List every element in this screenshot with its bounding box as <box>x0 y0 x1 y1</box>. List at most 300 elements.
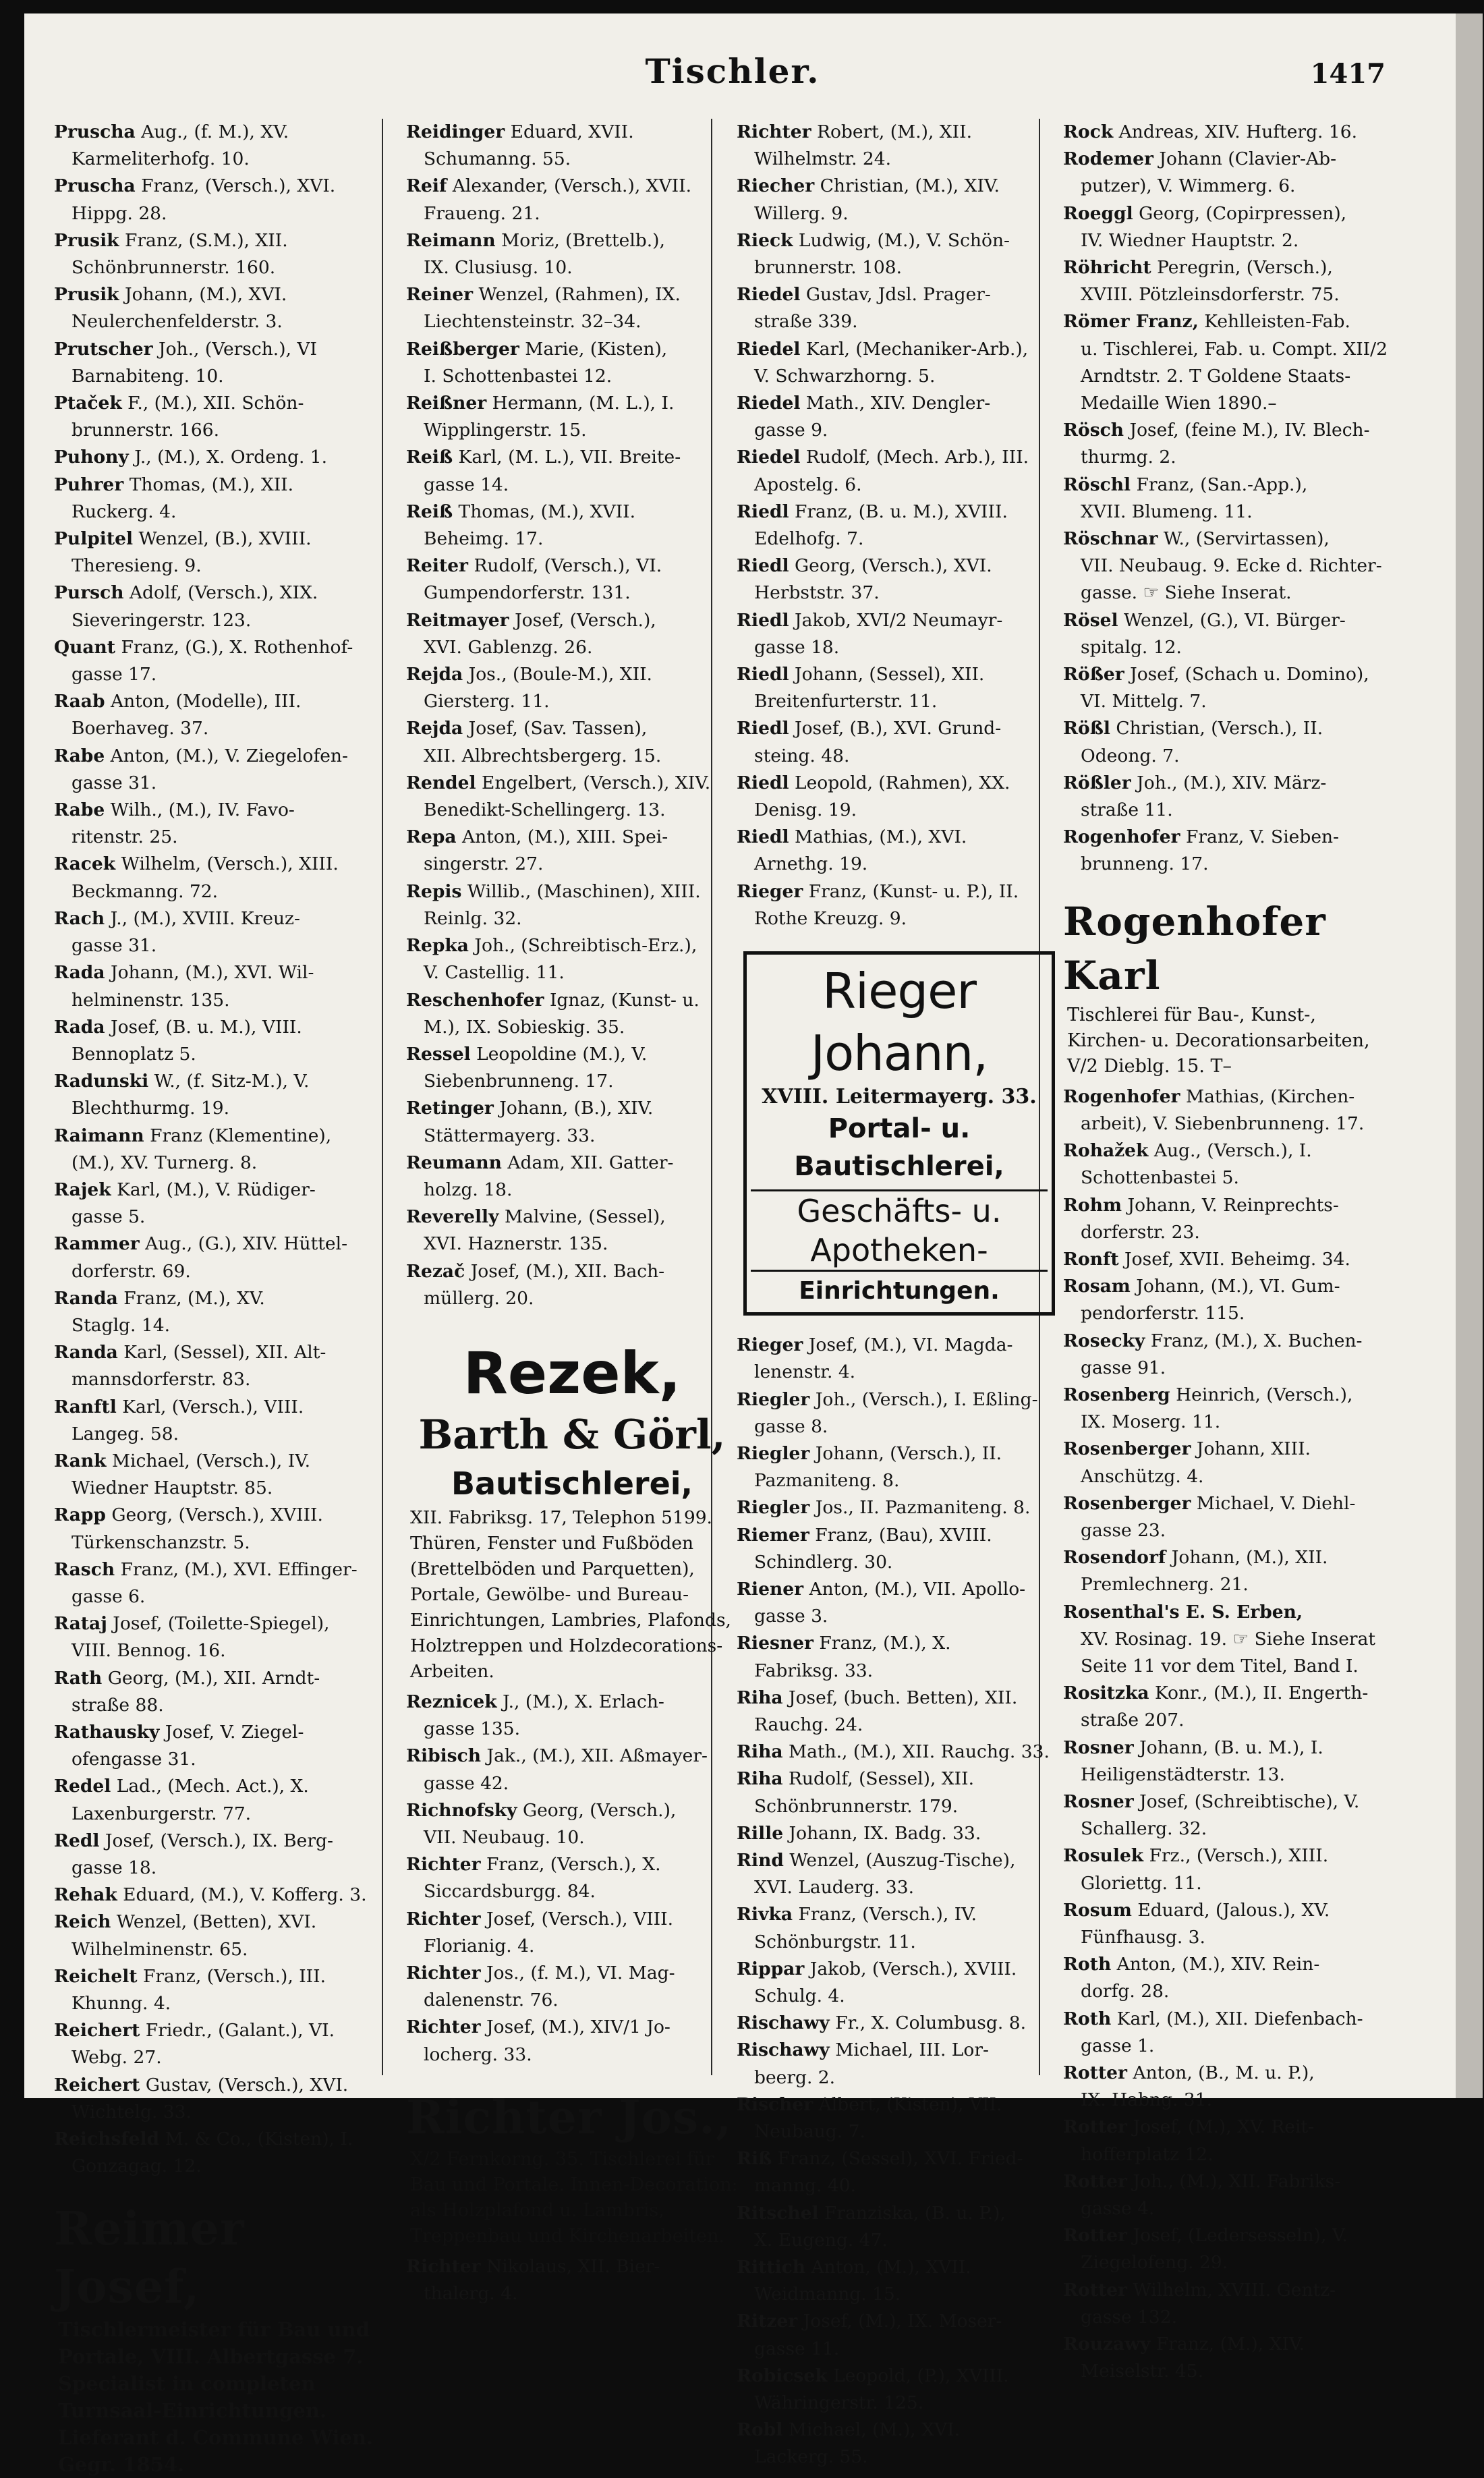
directory-entry <box>1063 1735 1395 1789</box>
directory-entry <box>54 1123 386 1177</box>
entry-name: Quant <box>54 636 116 658</box>
directory-entry <box>1063 1436 1395 1490</box>
entry-name: Rejda <box>406 664 463 685</box>
entry-details: Leopold, (Rahmen), XX. <box>794 772 1010 793</box>
directory-entry <box>54 2017 386 2071</box>
entry-address: Anschützg. 4. <box>1081 1465 1204 1487</box>
directory-entry <box>737 2037 1068 2091</box>
directory-entry <box>737 444 1068 498</box>
entry-name: Rösch <box>1063 420 1124 441</box>
entry-details: Marie, (Kisten), <box>525 338 668 360</box>
ad-subtitle: Barth & Görl, <box>418 1411 726 1459</box>
entry-details: Josef, (M.), VI. Magda- <box>808 1334 1013 1356</box>
directory-entry <box>1063 2222 1395 2276</box>
entry-address: Schindlerg. 30. <box>754 1551 893 1573</box>
entry-details: Josef, (buch. Betten), XII. <box>788 1687 1018 1708</box>
entry-details: Johann, XIII. <box>1196 1438 1311 1460</box>
entry-details: Josef, (M.), XII. Bach- <box>470 1260 665 1282</box>
ad-trade: Bautischlerei, <box>451 1465 693 1502</box>
entry-details: Aug., (Versch.), I. <box>1153 1140 1312 1162</box>
directory-entry <box>406 661 738 715</box>
entry-address: IV. Wiedner Hauptstr. 2. <box>1081 229 1299 251</box>
entry-name: Rogenhofer <box>1063 1086 1180 1107</box>
entry-name: Riegler <box>737 1388 810 1410</box>
entry-address: Staglg. 14. <box>72 1314 170 1336</box>
entry-name: Reichsfeld <box>54 2129 160 2150</box>
directory-entry <box>54 472 386 526</box>
entry-address: gasse 17. <box>72 664 157 685</box>
entry-address: Reinlg. 32. <box>424 907 522 929</box>
ad-body: Tischlermeister für Bau und Portale, VIII. Albertgasse 7. Specialist in completen Turnsaal-Einrichtungen. Lieferant d. Commune Wien. Gegr. 1854. <box>58 2318 374 2477</box>
directory-entry <box>1063 1842 1395 1896</box>
entry-list <box>406 1689 738 2068</box>
entry-address: Ruckerg. 4. <box>72 501 177 522</box>
entry-address: manng. 40. <box>754 2175 857 2197</box>
entry-address: Premlechnerg. 21. <box>1081 1574 1249 1596</box>
directory-entry <box>737 1685 1068 1739</box>
directory-entry <box>406 390 738 444</box>
directory-entry <box>406 173 738 227</box>
entry-name: Ritzer <box>737 2311 798 2332</box>
ad-specialty: Geschäfts- u. Apotheken- <box>751 1189 1048 1272</box>
entry-details: Aug., (G.), XIV. Hüttel- <box>145 1233 348 1255</box>
entry-address: VIII. Bennog. 16. <box>72 1640 226 1662</box>
entry-details: Albert, (Kisten), VII. <box>818 2093 1002 2115</box>
entry-details: F., (M.), XII. Schön- <box>127 393 304 414</box>
entry-details: Aug., (f. M.), XV. <box>141 121 289 142</box>
page-title: Tischler. <box>645 51 820 91</box>
directory-entry <box>737 770 1068 824</box>
entry-address: gasse 4. <box>1081 2198 1155 2220</box>
directory-entry <box>1063 1680 1395 1734</box>
directory-entry <box>406 119 738 173</box>
directory-entry <box>54 905 386 959</box>
entry-name: Rock <box>1063 121 1114 142</box>
directory-entry <box>406 1851 738 1905</box>
entry-address: Wipplingerstr. 15. <box>424 420 587 441</box>
entry-address: arbeit), V. Siebenbrunneng. 17. <box>1081 1113 1365 1134</box>
directory-entry <box>54 173 386 227</box>
directory-entry <box>737 1522 1068 1576</box>
entry-name: Riedl <box>737 718 789 739</box>
entry-address: Rauchg. 24. <box>754 1714 863 1735</box>
entry-name: Reidinger <box>406 121 505 142</box>
entry-details: Anton, (Modelle), III. <box>110 691 302 712</box>
entry-details: Franz, (M.), X. Buchen- <box>1150 1330 1363 1351</box>
entry-name: Prusik <box>54 229 119 251</box>
entry-name: Reißner <box>406 393 487 414</box>
entry-name: Riecher <box>737 175 815 197</box>
entry-name: Reumann <box>406 1152 502 1173</box>
entry-address: mannsdorferstr. 83. <box>72 1369 251 1390</box>
entry-details: Frz., (Versch.), XIII. <box>1149 1845 1329 1867</box>
directory-entry <box>406 227 738 281</box>
entry-name: Ronft <box>1063 1248 1119 1270</box>
entry-name: Rathausky <box>54 1721 160 1743</box>
entry-details: Josef, (B. u. M.), VIII. <box>110 1016 302 1038</box>
directory-entry <box>406 1041 738 1095</box>
entry-name: Riesner <box>737 1633 814 1654</box>
directory-entry <box>737 2145 1068 2199</box>
directory-entry <box>1063 1192 1395 1246</box>
entry-address: thurmg. 2. <box>1081 447 1176 468</box>
entry-address: dorfg. 28. <box>1081 1981 1170 2002</box>
entry-details: Johann, (M.), XVI. <box>124 284 287 306</box>
entry-name: Rille <box>737 1822 784 1844</box>
entry-address: gasse 91. <box>1081 1357 1166 1378</box>
entry-details: Gustav, (Versch.), XVI. <box>145 2074 349 2095</box>
ad-body: Tischlerei für Bau-, Kunst-, Kirchen- u. Decorationsarbeiten, V/2 Dieblg. 15. T– <box>1067 1004 1370 1077</box>
entry-address: Wilhelmstr. 24. <box>754 148 892 170</box>
directory-column-1 <box>54 119 386 2477</box>
directory-column-4 <box>1063 119 1395 2382</box>
entry-name: Richnofsky <box>406 1799 517 1821</box>
entry-name: Roth <box>1063 2008 1112 2029</box>
directory-entry <box>737 390 1068 444</box>
directory-entry <box>737 119 1068 173</box>
directory-entry <box>1063 1246 1395 1273</box>
entry-name: Rositzka <box>1063 1683 1149 1704</box>
entry-name: Reverelly <box>406 1206 499 1228</box>
directory-entry <box>54 743 386 797</box>
entry-address: Siebenbrunneng. 17. <box>424 1071 614 1092</box>
entry-details: Michael, (M.), XVI. <box>788 2419 961 2441</box>
entry-address: Laxenburgerstr. 77. <box>72 1803 252 1824</box>
directory-entry <box>54 580 386 633</box>
entry-details: Josef, (Ledersesseln), V. <box>1133 2225 1348 2247</box>
entry-name: Rohm <box>1063 1194 1122 1216</box>
entry-name: Rosenberger <box>1063 1438 1191 1460</box>
entry-details: Franz, (Versch.), IV. <box>798 1904 977 1925</box>
entry-name: Riener <box>737 1578 804 1600</box>
entry-details: Johann, (B.), XIV. <box>499 1098 654 1119</box>
entry-name: Rößl <box>1063 718 1110 739</box>
entry-name: Röhricht <box>1063 257 1151 279</box>
entry-details: Andreas, XIV. Hufterg. 16. <box>1118 121 1358 142</box>
directory-page <box>24 13 1456 2477</box>
entry-address: Fraueng. 21. <box>424 202 540 224</box>
entry-name: Riedl <box>737 826 789 848</box>
ad-title: Rieger Johann, <box>810 963 988 1082</box>
directory-entry <box>1063 2168 1395 2222</box>
entry-address: Gloriettg. 11. <box>1081 1872 1202 1894</box>
entry-details: Georg, (Versch.), XVIII. <box>111 1504 323 1526</box>
ad-title: Rogenhofer Karl <box>1063 898 1326 998</box>
entry-address: gasse 9. <box>754 420 828 441</box>
entry-details: Georg, (M.), XII. Arndt- <box>107 1667 320 1689</box>
entry-details: Ludwig, (M.), V. Schön- <box>798 229 1010 251</box>
entry-address: Liechtensteinstr. 32–34. <box>424 311 641 333</box>
entry-address: Schumanng. 55. <box>424 148 571 170</box>
directory-entry <box>737 1440 1068 1494</box>
directory-entry <box>1063 200 1395 254</box>
entry-name: Richter <box>406 1908 481 1930</box>
entry-address: u. Tischlerei, Fab. u. Compt. XII/2 Arndtstr. 2. T Goldene Staats-Medaille Wien 1890.– <box>1081 338 1388 414</box>
entry-name: Rischawy <box>737 2012 830 2034</box>
entry-name: Rotter <box>1063 2170 1128 2192</box>
entry-address: Währingerstr. 125. <box>754 2392 924 2414</box>
entry-address: Theresieng. 9. <box>72 555 202 577</box>
directory-entry <box>406 553 738 607</box>
entry-address: Neubaug. 7. <box>754 2120 865 2142</box>
entry-list <box>54 119 386 2180</box>
entry-details: Wilh., (M.), IV. Favo- <box>110 799 295 821</box>
entry-details: Josef, (Schach u. Domino), <box>1130 664 1369 685</box>
entry-name: Rieger <box>737 1334 803 1356</box>
entry-name: Riemer <box>737 1524 809 1546</box>
directory-entry <box>1063 1137 1395 1191</box>
entry-list <box>737 119 1068 932</box>
entry-name: Prusik <box>54 284 119 306</box>
entry-details: Johann, IX. Badg. 33. <box>789 1822 981 1844</box>
entry-address: gasse 132. <box>1081 2306 1178 2328</box>
entry-address: Schulg. 4. <box>754 1985 845 2006</box>
entry-details: Joh., (M.), XIV. März- <box>1137 772 1327 793</box>
directory-entry <box>737 281 1068 335</box>
directory-entry <box>406 1689 738 1743</box>
entry-details: Kehlleisten-Fab. <box>1204 311 1350 333</box>
directory-entry <box>54 1882 386 1909</box>
directory-entry <box>406 1258 738 1312</box>
entry-details: Johann, (M.), XVI. Wil- <box>110 962 314 984</box>
entry-name: Randa <box>54 1342 118 1363</box>
entry-address: XV. Rosinag. 19. ☞ Siehe Inserat Seite 11 vor dem Titel, Band I. <box>1081 1628 1376 1677</box>
entry-address: brunnerstr. 166. <box>72 420 220 441</box>
entry-name: Riha <box>737 1687 783 1708</box>
entry-address: XVIII. Pötzleinsdorferstr. 75. <box>1081 284 1340 306</box>
entry-address: Khunng. 4. <box>72 1993 171 2015</box>
entry-address: VI. Mittelg. 7. <box>1081 691 1207 712</box>
entry-details: Adolf, (Versch.), XIX. <box>129 582 318 604</box>
entry-name: Reimann <box>406 229 496 251</box>
entry-details: Johann, (Versch.), II. <box>815 1442 1002 1464</box>
entry-name: Reznicek <box>406 1691 497 1712</box>
entry-details: Franz, (M.), XV. <box>123 1287 265 1309</box>
entry-list <box>1063 1083 1395 2386</box>
directory-entry <box>737 2200 1068 2254</box>
directory-entry <box>54 1963 386 2017</box>
directory-entry <box>1063 1273 1395 1327</box>
entry-details: Anton, (M.), XVII. <box>811 2257 971 2278</box>
entry-address: dorferstr. 23. <box>1081 1221 1200 1243</box>
entry-details: Wilhelm, XVIII. Gentz- <box>1133 2279 1336 2301</box>
directory-entry <box>737 1630 1068 1684</box>
entry-address: Fünfhausg. 3. <box>1081 1926 1205 1948</box>
directory-entry <box>1063 2060 1395 2114</box>
entry-details: Karl, (Sessel), XII. Alt- <box>123 1342 326 1363</box>
entry-details: J., (M.), XVIII. Kreuz- <box>110 907 300 929</box>
entry-details: Josef, (Toilette-Spiegel), <box>113 1613 330 1635</box>
entry-name: Repka <box>406 935 469 957</box>
entry-name: Rank <box>54 1450 107 1471</box>
entry-details: Joh., (Versch.), I. Eßling- <box>815 1388 1038 1410</box>
entry-name: Puhrer <box>54 474 124 495</box>
entry-details: Franz, (Sessel), XVI. Fried- <box>777 2148 1023 2170</box>
directory-entry <box>54 227 386 281</box>
entry-details: Jakob, XVI/2 Neumayr- <box>794 609 1003 631</box>
entry-details: Franz, (San.-App.), <box>1136 474 1308 495</box>
entry-name: Riedl <box>737 555 789 577</box>
directory-entry <box>54 688 386 742</box>
directory-entry <box>1063 472 1395 526</box>
entry-address: brunneng. 17. <box>1081 853 1209 875</box>
entry-address: Arnethg. 19. <box>754 853 868 875</box>
entry-name: Roeggl <box>1063 202 1133 224</box>
entry-details: Josef, (M.), IX. Moser- <box>803 2311 1002 2332</box>
entry-details: Franz, (G.), X. Rothenhof- <box>121 636 353 658</box>
directory-entry <box>1063 607 1395 661</box>
directory-entry <box>54 2126 386 2180</box>
entry-name: Rohažek <box>1063 1140 1149 1162</box>
entry-address: IX. Moserg. 11. <box>1081 1411 1221 1433</box>
entry-details: Math., (M.), XII. Rauchg. 33. <box>788 1741 1050 1763</box>
directory-entry <box>737 1766 1068 1820</box>
entry-details: Karl, (M. L.), VII. Breite- <box>458 447 681 468</box>
entry-address: VII. Neubaug. 10. <box>424 1826 585 1848</box>
directory-entry <box>54 959 386 1013</box>
directory-entry <box>1063 661 1395 715</box>
entry-details: Anton, (M.), VII. Apollo- <box>809 1578 1026 1600</box>
entry-list <box>1063 119 1395 878</box>
entry-details: Josef, (Schreibtische), V. <box>1139 1791 1360 1812</box>
entry-address: Meiselstr. 45. <box>1081 2361 1204 2382</box>
entry-name: Reichelt <box>54 1965 138 1987</box>
entry-address: straße 207. <box>1081 1710 1185 1731</box>
entry-address: V. Castellig. 11. <box>424 962 565 984</box>
entry-address: Benedikt-Schellingerg. 13. <box>424 799 666 821</box>
directory-entry <box>54 2072 386 2126</box>
directory-entry <box>737 1739 1068 1766</box>
ad-title: Rezek, <box>463 1339 681 1407</box>
entry-address: gasse 3. <box>754 1606 828 1627</box>
directory-entry <box>737 2091 1068 2145</box>
entry-details: Malvine, (Sessel), <box>504 1206 666 1228</box>
entry-address: XVI. Gablenzg. 26. <box>424 636 593 658</box>
entry-address: gasse 11. <box>754 2338 840 2359</box>
entry-address: M.), IX. Sobieskig. 35. <box>424 1016 625 1038</box>
entry-details: Josef, (M.), XV. Reit- <box>1133 2116 1315 2138</box>
entry-details: Josef, (M.), XIV/1 Jo- <box>486 2017 670 2038</box>
entry-address: müllerg. 20. <box>424 1287 534 1309</box>
entry-name: Ressel <box>406 1043 471 1065</box>
entry-address: V. Schwarzhorng. 5. <box>754 365 936 387</box>
entry-details: Josef, (Versch.), IX. Berg- <box>105 1830 333 1851</box>
entry-name: Racek <box>54 853 116 875</box>
entry-name: Reichert <box>54 2074 140 2095</box>
entry-name: Rosner <box>1063 1791 1134 1812</box>
entry-details: Franz, (Versch.), XVI. <box>141 175 336 197</box>
directory-entry <box>1063 146 1395 200</box>
directory-entry <box>1063 824 1395 878</box>
entry-details: Gustav, Jdsl. Prager- <box>805 284 991 306</box>
advertisement-reimer <box>54 2200 386 2478</box>
entry-address: XII. Albrechtsbergerg. 15. <box>424 745 662 766</box>
entry-name: Rieger <box>737 880 803 902</box>
advertisement-rieger <box>743 951 1055 1316</box>
entry-address: gasse 6. <box>72 1585 146 1607</box>
entry-address: ofengasse 31. <box>72 1749 196 1770</box>
directory-entry <box>406 1960 738 2014</box>
entry-address: Heiligenstädterstr. 13. <box>1081 1764 1285 1785</box>
directory-entry <box>54 1556 386 1610</box>
directory-entry <box>54 634 386 688</box>
entry-details: Lad., (Mech. Act.), X. <box>116 1776 309 1797</box>
entry-details: Konr., (M.), II. Engerth- <box>1154 1683 1369 1704</box>
entry-details: Karl, (Versch.), VIII. <box>122 1396 304 1417</box>
entry-details: Georg, (Versch.), <box>522 1799 677 1821</box>
entry-name: Rath <box>54 1667 103 1689</box>
page-edge <box>1456 13 1483 2098</box>
ad-body: X/2 Fernkorng. 35. Tischlerei für Bau und Portale. Innen-Decoration: als Holzplafond u. Lambris, Treppenbau und Kirchenarbeiten. <box>410 2148 738 2247</box>
directory-entry <box>54 281 386 335</box>
entry-name: Pruscha <box>54 175 136 197</box>
entry-address: lenenstr. 4. <box>754 1361 856 1383</box>
entry-address: putzer), V. Wimmerg. 6. <box>1081 175 1296 197</box>
entry-name: Rosecky <box>1063 1330 1145 1351</box>
directory-entry <box>737 824 1068 878</box>
entry-address: XVII. Blumeng. 11. <box>1081 501 1253 522</box>
entry-address: Bennoplatz 5. <box>72 1043 196 1065</box>
entry-name: Pulpitel <box>54 528 134 550</box>
entry-name: Reiß <box>406 447 453 468</box>
entry-details: Franz, (Versch.), III. <box>142 1965 326 1987</box>
entry-name: Riedl <box>737 501 789 522</box>
entry-details: Anton, (M.), XIV. Rein- <box>1116 1954 1320 1975</box>
entry-name: Rischer <box>737 2093 814 2115</box>
directory-entry <box>1063 526 1395 607</box>
entry-name: Rada <box>54 1016 105 1038</box>
directory-entry <box>54 1502 386 1556</box>
entry-name: Randa <box>54 1287 118 1309</box>
entry-address: steing. 48. <box>754 745 850 766</box>
directory-entry <box>737 1847 1068 1901</box>
directory-entry <box>54 797 386 851</box>
directory-entry <box>1063 1897 1395 1951</box>
directory-entry <box>54 1014 386 1068</box>
entry-details: Johann, V. Reinprechts- <box>1127 1194 1339 1216</box>
entry-name: Rotter <box>1063 2062 1128 2083</box>
entry-details: Fr., X. Columbusg. 8. <box>835 2012 1026 2034</box>
entry-address: Webg. 27. <box>72 2047 162 2068</box>
entry-details: Jos., II. Pazmaniteng. 8. <box>815 1497 1031 1519</box>
entry-details: Jakob, (Versch.), XVIII. <box>809 1958 1017 1979</box>
entry-address: Beheimg. 17. <box>424 528 544 550</box>
entry-address: Willerg. 9. <box>754 202 849 224</box>
directory-entry <box>1063 1951 1395 2005</box>
entry-address: spitalg. 12. <box>1081 636 1182 658</box>
entry-name: Richter <box>737 121 811 142</box>
entry-details: J., (M.), X. Erlach- <box>503 1691 664 1712</box>
entry-details: Christian, (Versch.), II. <box>1116 718 1323 739</box>
entry-name: Retinger <box>406 1098 494 1119</box>
entry-details: Josef, XVII. Beheimg. 34. <box>1124 1248 1350 1270</box>
entry-details: Robert, (M.), XII. <box>817 121 973 142</box>
entry-details: Franz, V. Sieben- <box>1185 826 1340 848</box>
directory-entry <box>737 499 1068 553</box>
entry-details: Franz, (M.), X. <box>819 1633 951 1654</box>
entry-address: Schottenbastei 5. <box>1081 1167 1239 1189</box>
entry-address: ritenstr. 25. <box>72 826 178 848</box>
entry-address: gasse 1. <box>1081 2035 1155 2056</box>
entry-address: Fabriksg. 33. <box>754 1660 874 1681</box>
entry-address: Rothe Kreuzg. 9. <box>754 907 907 929</box>
directory-entry <box>1063 1599 1395 1681</box>
entry-name: Rosum <box>1063 1899 1132 1921</box>
entry-address: gasse 135. <box>424 1718 521 1740</box>
entry-details: M. & Co., (Kisten), I. <box>165 2129 353 2150</box>
directory-entry <box>54 1339 386 1393</box>
entry-details: Jos., (Boule-M.), XII. <box>468 664 652 685</box>
